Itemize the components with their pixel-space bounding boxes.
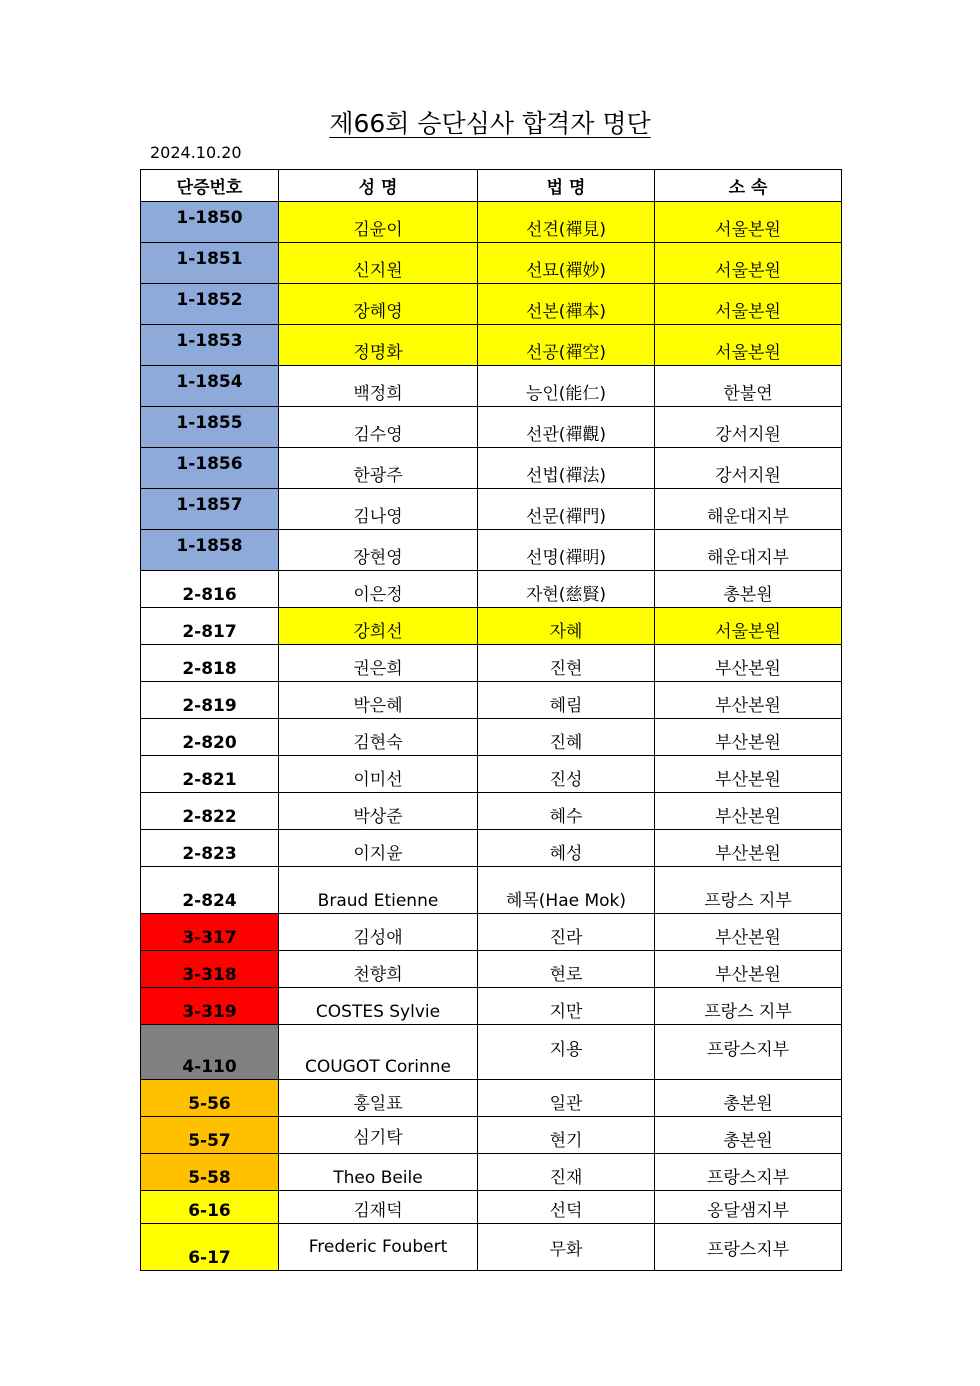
cell-number: 1-1852 bbox=[141, 284, 279, 325]
table-row bbox=[141, 988, 842, 1025]
cell-dharma-name: 혜목(Hae Mok) bbox=[478, 867, 655, 914]
table-row bbox=[141, 284, 842, 325]
cell-branch: 서울본원 bbox=[655, 284, 842, 325]
cell-number: 2-823 bbox=[141, 830, 279, 867]
cell-dharma-name: 현기 bbox=[478, 1117, 655, 1154]
table-row bbox=[141, 448, 842, 489]
cell-dharma-name: 선공(禪空) bbox=[478, 325, 655, 366]
cell-number: 5-58 bbox=[141, 1154, 279, 1191]
cell-number: 1-1851 bbox=[141, 243, 279, 284]
table-row bbox=[141, 830, 842, 867]
cell-number: 1-1854 bbox=[141, 366, 279, 407]
cell-number: 2-821 bbox=[141, 756, 279, 793]
table-row bbox=[141, 1154, 842, 1191]
cell-branch: 강서지원 bbox=[655, 407, 842, 448]
cell-branch: 서울본원 bbox=[655, 608, 842, 645]
table-row bbox=[141, 719, 842, 756]
cell-branch: 한불연 bbox=[655, 366, 842, 407]
cell-number: 2-816 bbox=[141, 571, 279, 608]
cell-number: 2-818 bbox=[141, 645, 279, 682]
cell-branch: 부산본원 bbox=[655, 645, 842, 682]
cell-name: 김재덕 bbox=[279, 1191, 478, 1224]
cell-branch: 총본원 bbox=[655, 571, 842, 608]
cell-branch: 총본원 bbox=[655, 1080, 842, 1117]
cell-name: 김수영 bbox=[279, 407, 478, 448]
cell-name: 권은희 bbox=[279, 645, 478, 682]
cell-number: 2-822 bbox=[141, 793, 279, 830]
cell-number: 2-824 bbox=[141, 867, 279, 914]
cell-name: COUGOT Corinne bbox=[279, 1025, 478, 1080]
cell-number: 5-57 bbox=[141, 1117, 279, 1154]
cell-name: 심기탁 bbox=[279, 1117, 478, 1154]
cell-name: 백정희 bbox=[279, 366, 478, 407]
cell-number: 1-1857 bbox=[141, 489, 279, 530]
cell-number: 6-16 bbox=[141, 1191, 279, 1224]
cell-name: 강희선 bbox=[279, 608, 478, 645]
table-row bbox=[141, 645, 842, 682]
cell-dharma-name: 진재 bbox=[478, 1154, 655, 1191]
cell-branch: 서울본원 bbox=[655, 202, 842, 243]
cell-dharma-name: 진라 bbox=[478, 914, 655, 951]
cell-branch: 부산본원 bbox=[655, 793, 842, 830]
cell-number: 2-820 bbox=[141, 719, 279, 756]
cell-branch: 프랑스지부 bbox=[655, 1224, 842, 1271]
table-row bbox=[141, 407, 842, 448]
table-row bbox=[141, 608, 842, 645]
cell-number: 3-317 bbox=[141, 914, 279, 951]
table-row bbox=[141, 756, 842, 793]
cell-dharma-name: 자현(慈賢) bbox=[478, 571, 655, 608]
cell-branch: 프랑스 지부 bbox=[655, 867, 842, 914]
cell-branch: 프랑스지부 bbox=[655, 1154, 842, 1191]
cell-branch: 총본원 bbox=[655, 1117, 842, 1154]
cell-name: 신지원 bbox=[279, 243, 478, 284]
table-row bbox=[141, 571, 842, 608]
cell-branch: 부산본원 bbox=[655, 830, 842, 867]
cell-dharma-name: 지만 bbox=[478, 988, 655, 1025]
cell-dharma-name: 무화 bbox=[478, 1224, 655, 1271]
cell-name: Theo Beile bbox=[279, 1154, 478, 1191]
cell-dharma-name: 혜수 bbox=[478, 793, 655, 830]
cell-branch: 해운대지부 bbox=[655, 530, 842, 571]
cell-branch: 해운대지부 bbox=[655, 489, 842, 530]
cell-name: Frederic Foubert bbox=[279, 1224, 478, 1271]
table-row bbox=[141, 951, 842, 988]
cell-name: 천향희 bbox=[279, 951, 478, 988]
cell-branch: 부산본원 bbox=[655, 682, 842, 719]
page-title bbox=[0, 104, 980, 140]
cell-number: 6-17 bbox=[141, 1224, 279, 1271]
cell-number: 5-56 bbox=[141, 1080, 279, 1117]
cell-name: 한광주 bbox=[279, 448, 478, 489]
cell-dharma-name: 현로 bbox=[478, 951, 655, 988]
cell-dharma-name: 진성 bbox=[478, 756, 655, 793]
cell-branch: 프랑스 지부 bbox=[655, 988, 842, 1025]
table-row bbox=[141, 867, 842, 914]
cell-dharma-name: 선관(禪觀) bbox=[478, 407, 655, 448]
cell-name: 이은정 bbox=[279, 571, 478, 608]
cell-branch: 부산본원 bbox=[655, 756, 842, 793]
cell-name: 장현영 bbox=[279, 530, 478, 571]
cell-dharma-name: 선본(禪本) bbox=[478, 284, 655, 325]
cell-branch: 부산본원 bbox=[655, 719, 842, 756]
cell-number: 3-319 bbox=[141, 988, 279, 1025]
cell-name: 홍일표 bbox=[279, 1080, 478, 1117]
cell-number: 1-1856 bbox=[141, 448, 279, 489]
cell-number: 1-1855 bbox=[141, 407, 279, 448]
page-title-text: 제66회 승단심사 합격자 명단 bbox=[329, 109, 651, 138]
table-header-row bbox=[141, 170, 842, 202]
cell-dharma-name: 지용 bbox=[478, 1025, 655, 1080]
cell-dharma-name: 혜성 bbox=[478, 830, 655, 867]
cell-number: 3-318 bbox=[141, 951, 279, 988]
table-row bbox=[141, 325, 842, 366]
cell-name: 김나영 bbox=[279, 489, 478, 530]
cell-name: 박상준 bbox=[279, 793, 478, 830]
cell-dharma-name: 선명(禪明) bbox=[478, 530, 655, 571]
table-row bbox=[141, 366, 842, 407]
table-row bbox=[141, 202, 842, 243]
cell-number: 1-1850 bbox=[141, 202, 279, 243]
cell-dharma-name: 혜림 bbox=[478, 682, 655, 719]
cell-name: COSTES Sylvie bbox=[279, 988, 478, 1025]
roster-table bbox=[140, 169, 842, 1271]
cell-dharma-name: 선덕 bbox=[478, 1191, 655, 1224]
cell-name: 김윤이 bbox=[279, 202, 478, 243]
header-branch: 소 속 bbox=[655, 170, 842, 202]
table-row bbox=[141, 1191, 842, 1224]
cell-branch: 프랑스지부 bbox=[655, 1025, 842, 1080]
table-row bbox=[141, 243, 842, 284]
cell-dharma-name: 진현 bbox=[478, 645, 655, 682]
cell-branch: 부산본원 bbox=[655, 951, 842, 988]
cell-name: 이지윤 bbox=[279, 830, 478, 867]
cell-branch: 강서지원 bbox=[655, 448, 842, 489]
table-row bbox=[141, 1117, 842, 1154]
cell-dharma-name: 진혜 bbox=[478, 719, 655, 756]
table-row bbox=[141, 914, 842, 951]
cell-branch: 서울본원 bbox=[655, 243, 842, 284]
header-dharma-name: 법 명 bbox=[478, 170, 655, 202]
table-row bbox=[141, 530, 842, 571]
table-row bbox=[141, 1080, 842, 1117]
cell-number: 2-817 bbox=[141, 608, 279, 645]
header-number: 단증번호 bbox=[141, 170, 279, 202]
cell-name: 정명화 bbox=[279, 325, 478, 366]
cell-name: 김현숙 bbox=[279, 719, 478, 756]
cell-name: Braud Etienne bbox=[279, 867, 478, 914]
cell-branch: 부산본원 bbox=[655, 914, 842, 951]
cell-number: 4-110 bbox=[141, 1025, 279, 1080]
cell-dharma-name: 선법(禪法) bbox=[478, 448, 655, 489]
cell-dharma-name: 일관 bbox=[478, 1080, 655, 1117]
header-name: 성 명 bbox=[279, 170, 478, 202]
cell-name: 박은혜 bbox=[279, 682, 478, 719]
cell-number: 1-1853 bbox=[141, 325, 279, 366]
cell-name: 김성애 bbox=[279, 914, 478, 951]
cell-branch: 서울본원 bbox=[655, 325, 842, 366]
cell-dharma-name: 선견(禪見) bbox=[478, 202, 655, 243]
cell-number: 2-819 bbox=[141, 682, 279, 719]
cell-number: 1-1858 bbox=[141, 530, 279, 571]
cell-dharma-name: 자혜 bbox=[478, 608, 655, 645]
table-row bbox=[141, 489, 842, 530]
cell-dharma-name: 능인(能仁) bbox=[478, 366, 655, 407]
table-row bbox=[141, 1025, 842, 1080]
cell-dharma-name: 선문(禪門) bbox=[478, 489, 655, 530]
cell-name: 이미선 bbox=[279, 756, 478, 793]
cell-name: 장혜영 bbox=[279, 284, 478, 325]
document-date: 2024.10.20 bbox=[150, 143, 242, 162]
table-row bbox=[141, 793, 842, 830]
cell-branch: 옹달샘지부 bbox=[655, 1191, 842, 1224]
table-row bbox=[141, 682, 842, 719]
cell-dharma-name: 선묘(禪妙) bbox=[478, 243, 655, 284]
table-row bbox=[141, 1224, 842, 1271]
